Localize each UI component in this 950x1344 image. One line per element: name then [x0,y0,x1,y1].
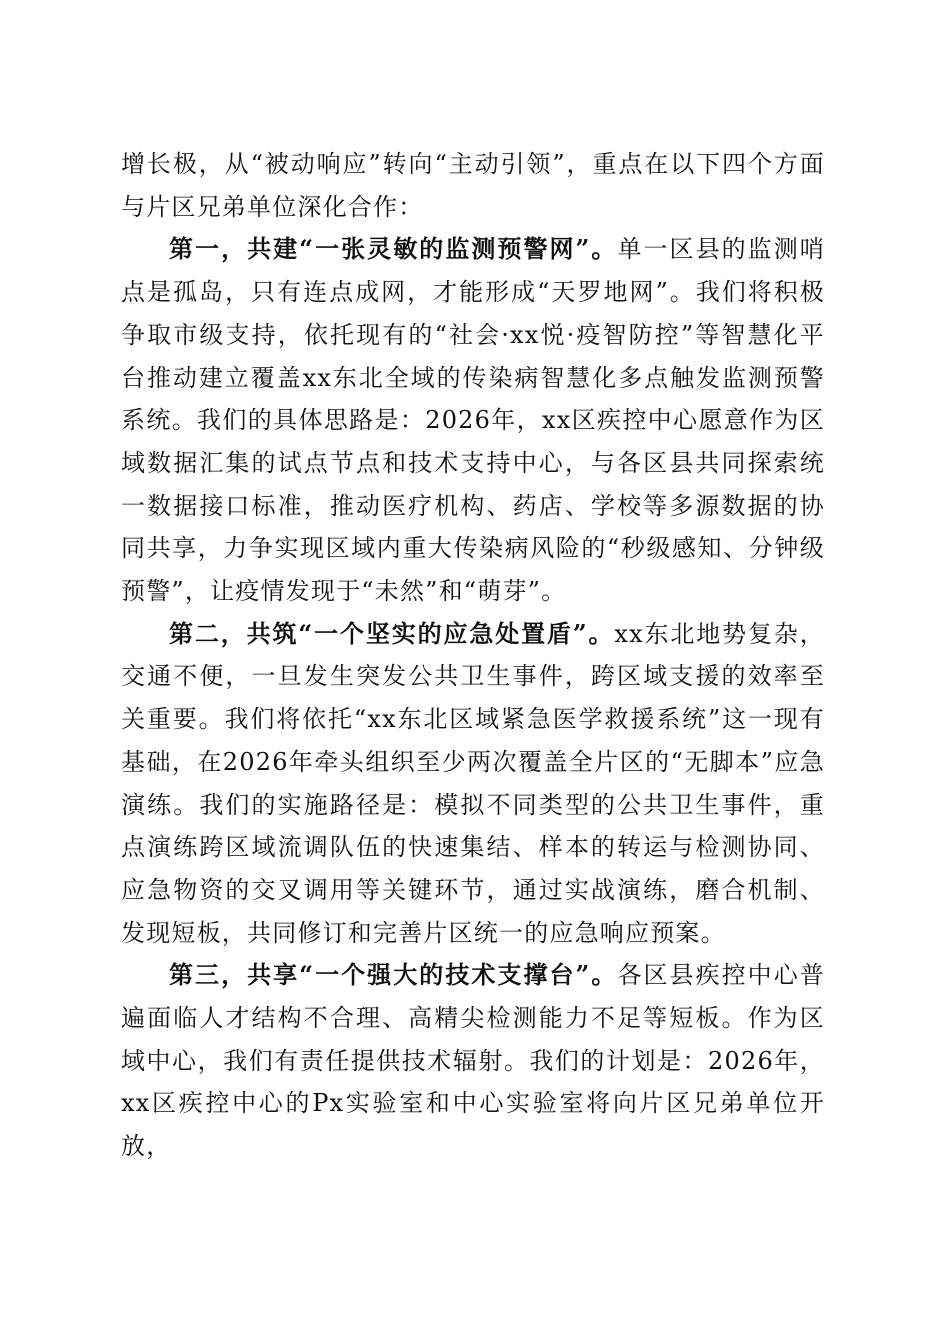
paragraph-intro-text: 增长极，从“被动响应”转向“主动引领”，重点在以下四个方面与片区兄弟单位深化合作： [121,150,825,221]
paragraph-intro [121,143,825,228]
paragraph-third-text: 各区县疾控中心普遍面临人才结构不合理、高精尖检测能力不足等短板。作为区域中心，我们有责任提供技术辐射。我们的计划是：2026年，xx区疾控中心的Px实验室和中心实验室将向片区兄弟单位开放， [121,961,825,1161]
document-body [121,143,825,1168]
paragraph-third-heading: 第三，共享“一个强大的技术支撑台”。 [169,960,618,990]
paragraph-second-heading: 第二，共筑“一个坚实的应急处置盾”。 [169,618,615,648]
paragraph-first-heading: 第一，共建“一张灵敏的监测预警网”。 [169,234,618,264]
paragraph-third-measure [121,954,825,1168]
paragraph-second-text: xx东北地势复杂，交通不便，一旦发生突发公共卫生事件，跨区域支援的效率至关重要。我们将依托“xx东北区域紧急医学救援系统”这一现有基础，在2026年牵头组织至少两次覆盖全片区的“无脚本”应急演练。我们的实施路径是：模拟不同类型的公共卫生事件，重点演练跨区域流调队伍的快速集结、样本的转运与检测协同、应急物资的交叉调用等关键环节，通过实战演练，磨合机制、发现短板，共同修订和完善片区统一的应急响应预案。 [121,619,825,947]
paragraph-first-measure [121,228,825,612]
paragraph-second-measure [121,613,825,955]
paragraph-first-text: 单一区县的监测哨点是孤岛，只有连点成网，才能形成“天罗地网”。我们将积极争取市级支持，依托现有的“社会·xx悦·疫智防控”等智慧化平台推动建立覆盖xx东北全域的传染病智慧化多点触发监测预警系统。我们的具体思路是：2026年，xx区疾控中心愿意作为区域数据汇集的试点节点和技术支持中心，与各区县共同探索统一数据接口标准，推动医疗机构、药店、学校等多源数据的协同共享，力争实现区域内重大传染病风险的“秒级感知、分钟级预警”，让疫情发现于“未然”和“萌芽”。 [121,235,825,606]
